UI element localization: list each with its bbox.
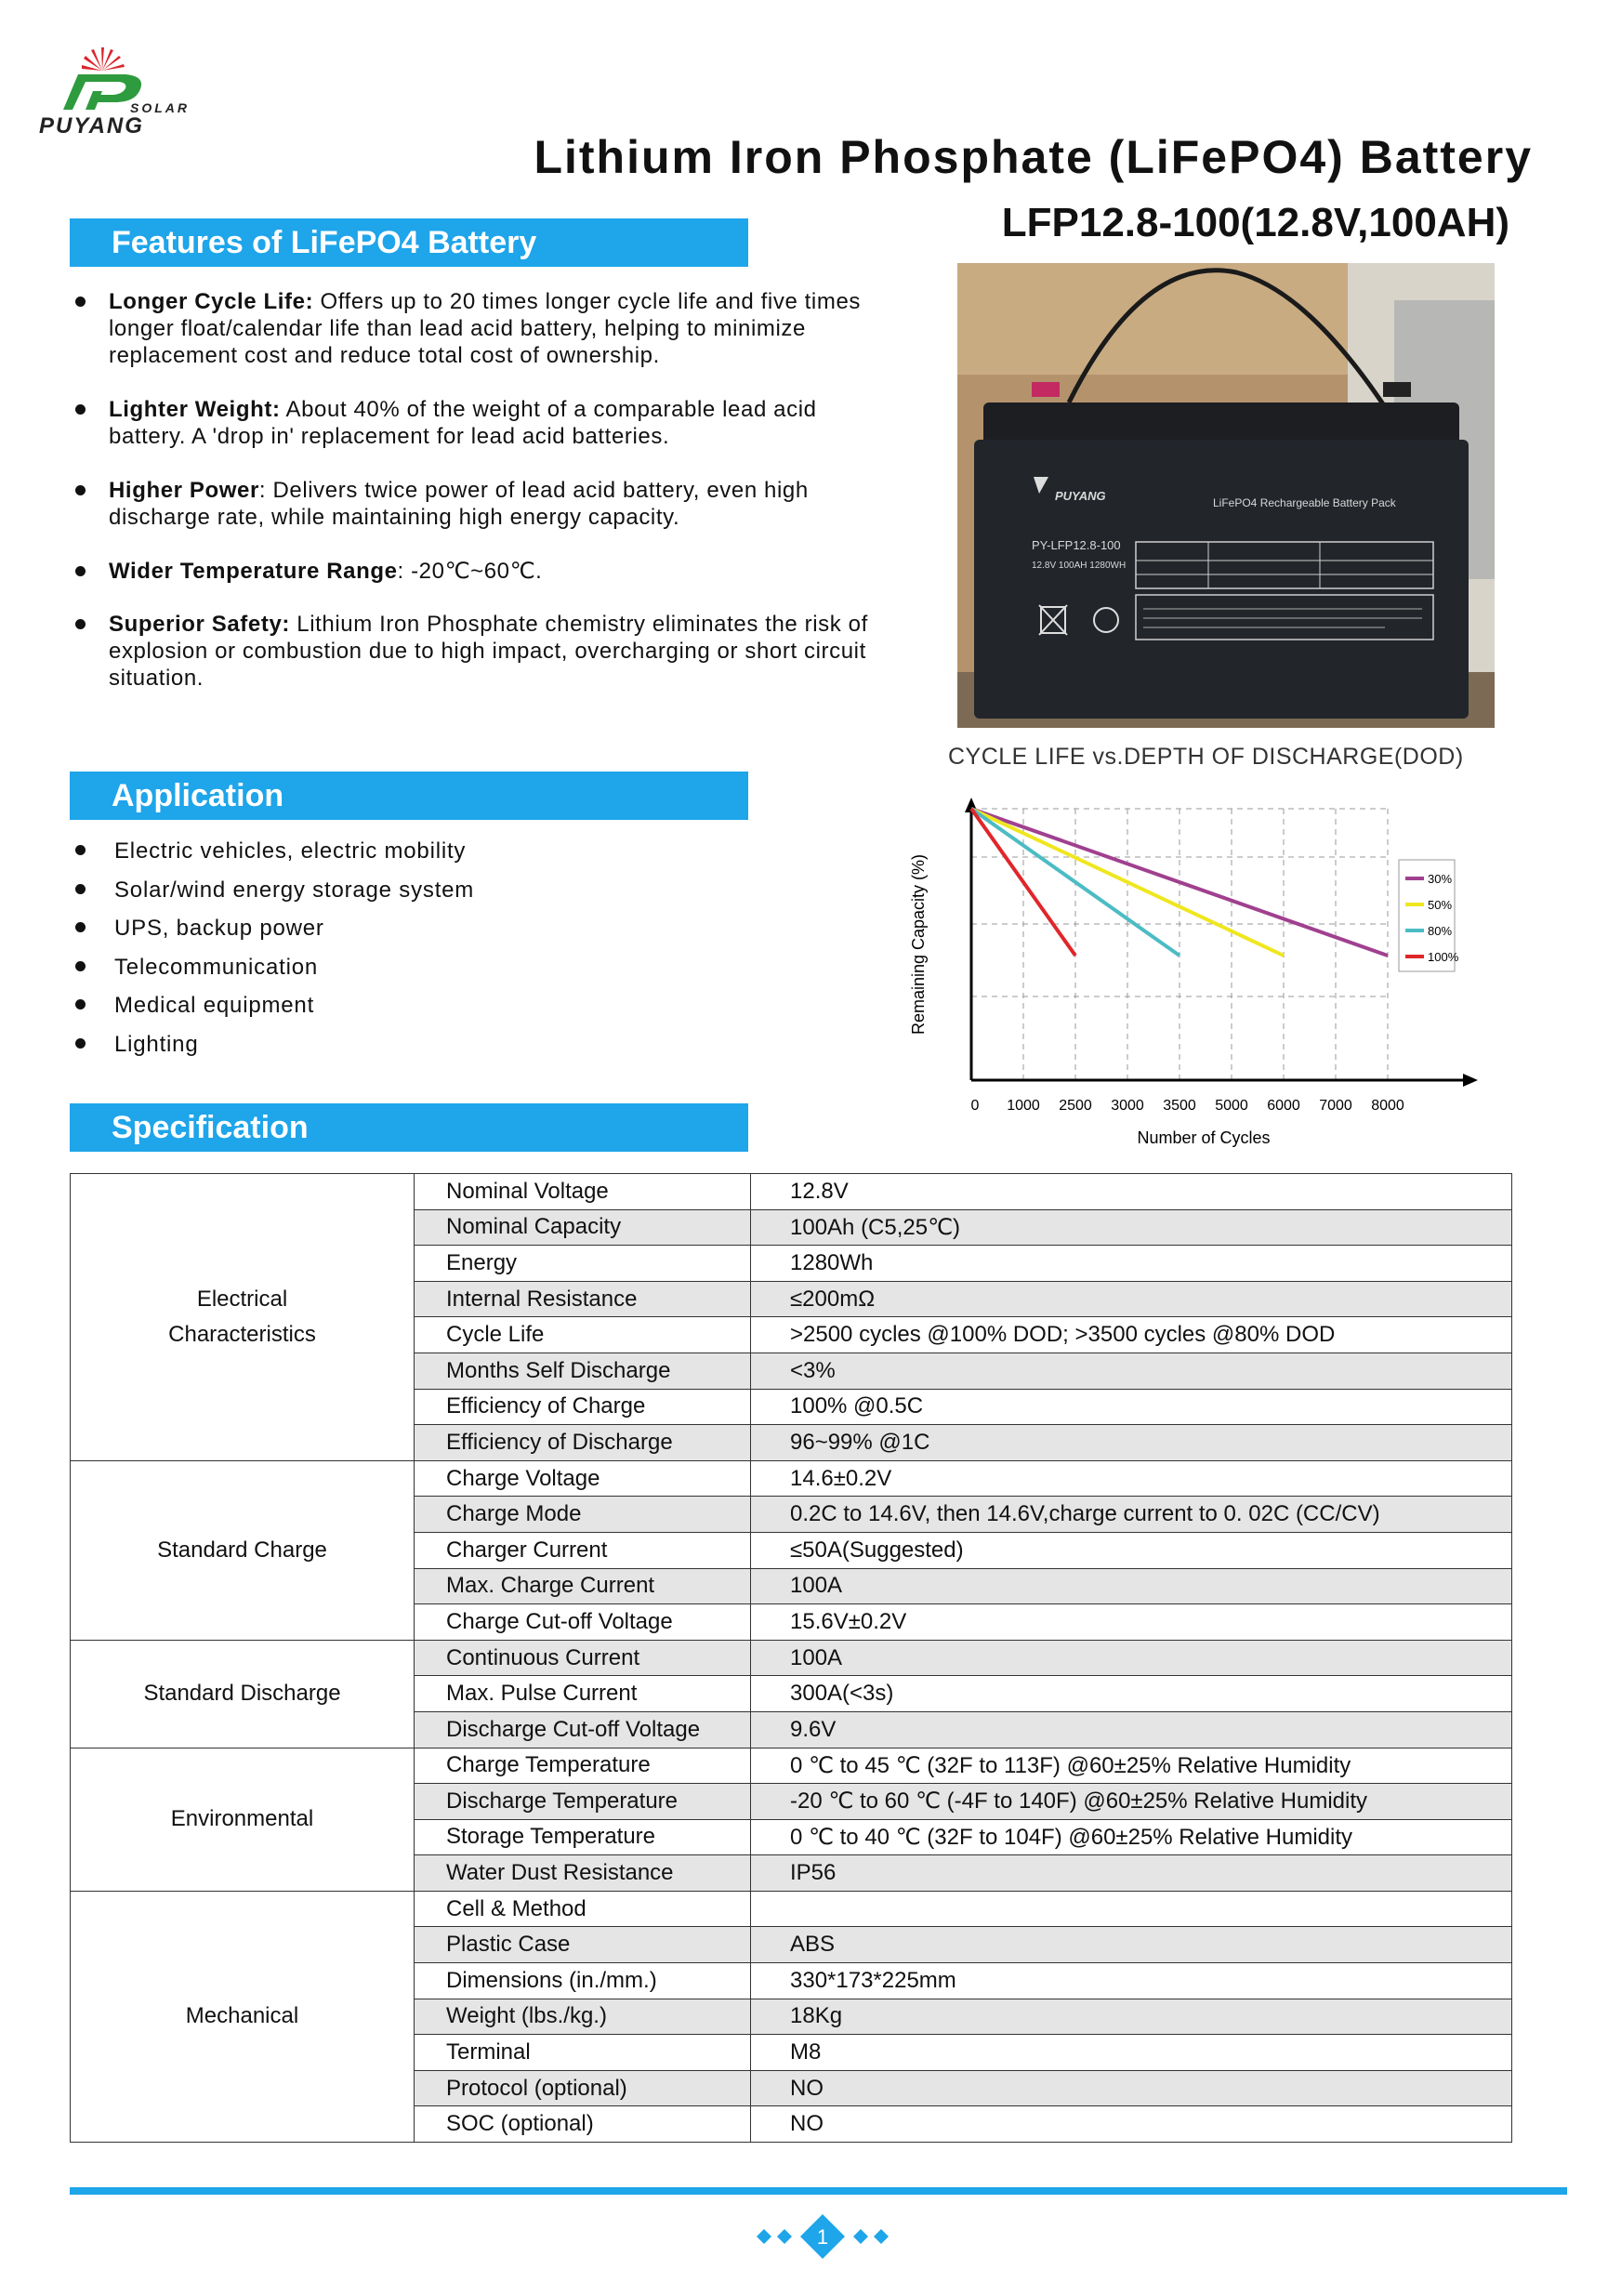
legend-label: 50% [1428, 898, 1453, 912]
feature-text: Lithium Iron Phosphate chemistry eliminates the risk of explosion or combustion due to high impact, overcharging or short circuit situation. [109, 612, 868, 691]
spec-parameter: Terminal [415, 2035, 751, 2071]
spec-parameter: Discharge Temperature [415, 1784, 751, 1820]
list-item: Electric vehicles, electric mobility [70, 838, 474, 877]
spec-parameter: Charge Voltage [415, 1460, 751, 1497]
list-item: Solar/wind energy storage system [70, 877, 474, 917]
spec-value: M8 [751, 2035, 1512, 2071]
spec-category-label: Electrical [196, 1286, 288, 1312]
spec-category-label: Characteristics [168, 1321, 316, 1347]
diamond-icon [874, 2229, 889, 2244]
feature-text: Offers up to 20 times longer cycle life and five times longer float/calendar life than lead acid battery, helping to minimize replacement cost and reduce total cost of ownership. [109, 289, 861, 368]
spec-parameter: Charge Cut-off Voltage [415, 1604, 751, 1641]
spec-value [751, 1891, 1512, 1927]
features-list [70, 288, 888, 717]
feature-title: Higher Power [109, 478, 259, 503]
spec-parameter: Weight (lbs./kg.) [415, 1999, 751, 2035]
feature-text: About 40% of the weight of a comparable lead acid battery. A 'drop in' replacement for lead acid batteries. [109, 397, 817, 449]
spec-value: <3% [751, 1353, 1512, 1389]
table-row [71, 1891, 1512, 1927]
list-item: UPS, backup power [70, 916, 474, 955]
bullet-icon [75, 619, 86, 629]
label-brand: PUYANG [1055, 489, 1106, 503]
spec-value: 18Kg [751, 1999, 1512, 2035]
spec-parameter: Charge Mode [415, 1497, 751, 1533]
spec-parameter: Efficiency of Discharge [415, 1425, 751, 1461]
x-tick-label: 6000 [1267, 1098, 1300, 1114]
footer-divider [70, 2187, 1567, 2195]
x-tick-label: 3500 [1163, 1098, 1196, 1114]
cycle-life-chart [892, 781, 1506, 1162]
spec-value: 0.2C to 14.6V, then 14.6V,charge current to 0. 02C (CC/CV) [751, 1497, 1512, 1533]
feature-title: Wider Temperature Range [109, 559, 398, 584]
table-row [71, 1748, 1512, 1784]
bullet-icon [75, 297, 86, 307]
spec-value: -20 ℃ to 60 ℃ (-4F to 140F) @60±25% Relative Humidity [751, 1784, 1512, 1820]
brand-name: PUYANG [39, 113, 144, 139]
bullet-icon [75, 922, 86, 932]
bullet-icon [75, 1038, 86, 1049]
legend-label: 100% [1428, 950, 1459, 964]
spec-value: NO [751, 2070, 1512, 2106]
spec-value: 330*173*225mm [751, 1963, 1512, 1999]
table-row [71, 1640, 1512, 1676]
spec-category [71, 1891, 415, 2142]
feature-item [70, 396, 888, 450]
spec-value: 100Ah (C5,25℃) [751, 1209, 1512, 1246]
spec-category-label: Environmental [170, 1806, 314, 1832]
spec-value: NO [751, 2106, 1512, 2143]
spec-table [70, 1173, 1512, 2143]
table-row [71, 1460, 1512, 1497]
spec-parameter: Charge Temperature [415, 1748, 751, 1784]
x-tick-label: 7000 [1319, 1098, 1352, 1114]
x-tick-label: 5000 [1215, 1098, 1248, 1114]
feature-text: : -20℃~60℃. [397, 559, 543, 584]
page-indicator [753, 2210, 892, 2263]
diamond-icon [757, 2229, 771, 2244]
bullet-icon [75, 999, 86, 1009]
spec-parameter: Energy [415, 1246, 751, 1282]
spec-parameter: Nominal Capacity [415, 1209, 751, 1246]
spec-parameter: SOC (optional) [415, 2106, 751, 2143]
x-tick-label: 8000 [1371, 1098, 1404, 1114]
x-tick-label: 3000 [1111, 1098, 1144, 1114]
spec-parameter: Max. Charge Current [415, 1568, 751, 1604]
spec-category-label: Standard Discharge [143, 1681, 341, 1707]
spec-value: 96~99% @1C [751, 1425, 1512, 1461]
x-axis-arrow-icon [1463, 1074, 1478, 1087]
legend-label: 80% [1428, 924, 1453, 938]
chart-title: CYCLE LIFE vs.DEPTH OF DISCHARGE(DOD) [948, 744, 1464, 770]
spec-parameter: Internal Resistance [415, 1281, 751, 1317]
spec-value: 14.6±0.2V [751, 1460, 1512, 1497]
spec-parameter: Charger Current [415, 1532, 751, 1568]
spec-parameter: Nominal Voltage [415, 1174, 751, 1210]
spec-category [71, 1460, 415, 1640]
legend-label: 30% [1428, 872, 1453, 886]
spec-value: 15.6V±0.2V [751, 1604, 1512, 1641]
spec-category-label: Mechanical [185, 2003, 299, 2029]
spec-value: IP56 [751, 1855, 1512, 1892]
y-axis-label: Remaining Capacity (%) [909, 853, 928, 1036]
spec-parameter: Cell & Method [415, 1891, 751, 1927]
spec-parameter: Protocol (optional) [415, 2070, 751, 2106]
spec-parameter: Storage Temperature [415, 1819, 751, 1855]
spec-parameter: Max. Pulse Current [415, 1676, 751, 1712]
feature-item [70, 611, 888, 692]
spec-value: 9.6V [751, 1711, 1512, 1748]
spec-value: 0 ℃ to 45 ℃ (32F to 113F) @60±25% Relative Humidity [751, 1748, 1512, 1784]
x-tick-label: 2500 [1059, 1098, 1092, 1114]
specification-header: Specification [70, 1103, 748, 1152]
diamond-icon [853, 2229, 868, 2244]
list-item: Medical equipment [70, 993, 474, 1032]
bullet-icon [75, 566, 86, 576]
label-pack: LiFePO4 Rechargeable Battery Pack [1213, 496, 1396, 509]
page-title: Lithium Iron Phosphate (LiFePO4) Battery [534, 131, 1533, 183]
spec-parameter: Plastic Case [415, 1927, 751, 1963]
list-item: Lighting [70, 1032, 474, 1071]
bullet-icon [75, 961, 86, 971]
spec-value: 100A [751, 1640, 1512, 1676]
spec-parameter: Continuous Current [415, 1640, 751, 1676]
bullet-icon [75, 404, 86, 415]
spec-value: ≤200mΩ [751, 1281, 1512, 1317]
spec-value: 1280Wh [751, 1246, 1512, 1282]
application-header: Application [70, 772, 748, 820]
spec-parameter: Discharge Cut-off Voltage [415, 1711, 751, 1748]
page-number: 1 [816, 2225, 829, 2249]
spec-parameter: Dimensions (in./mm.) [415, 1963, 751, 1999]
bullet-icon [75, 845, 86, 855]
spec-category-label: Standard Charge [157, 1537, 327, 1563]
model-title: LFP12.8-100(12.8V,100AH) [1001, 200, 1509, 245]
list-item: Telecommunication [70, 955, 474, 994]
x-tick-label: 1000 [1007, 1098, 1040, 1114]
feature-title: Longer Cycle Life: [109, 289, 314, 314]
brand-solar-text: SOLAR [130, 100, 190, 115]
table-row [71, 1174, 1512, 1210]
spec-value: 0 ℃ to 40 ℃ (32F to 104F) @60±25% Relative Humidity [751, 1819, 1512, 1855]
spec-value: 300A(<3s) [751, 1676, 1512, 1712]
label-rating: 12.8V 100AH 1280WH [1032, 561, 1127, 571]
spec-value: ABS [751, 1927, 1512, 1963]
feature-title: Lighter Weight: [109, 397, 281, 422]
diamond-icon [777, 2229, 792, 2244]
spec-parameter: Water Dust Resistance [415, 1855, 751, 1892]
spec-value: 12.8V [751, 1174, 1512, 1210]
x-tick-label: 0 [970, 1098, 980, 1114]
feature-item [70, 477, 888, 531]
spec-value: >2500 cycles @100% DOD; >3500 cycles @80% DOD [751, 1317, 1512, 1353]
spec-value: ≤50A(Suggested) [751, 1532, 1512, 1568]
spec-category [71, 1174, 415, 1461]
spec-category [71, 1748, 415, 1891]
feature-title: Superior Safety: [109, 612, 290, 637]
application-list [70, 838, 474, 1070]
spec-parameter: Months Self Discharge [415, 1353, 751, 1389]
battery-photo [957, 263, 1495, 728]
features-header: Features of LiFePO4 Battery [70, 218, 748, 267]
spec-value: 100% @0.5C [751, 1389, 1512, 1425]
feature-item [70, 558, 888, 585]
label-model: PY-LFP12.8-100 [1032, 538, 1121, 552]
bullet-icon [75, 485, 86, 495]
bullet-icon [75, 884, 86, 894]
feature-text: : Delivers twice power of lead acid battery, even high discharge rate, while maintaining high energy capacity. [109, 478, 809, 530]
spec-value: 100A [751, 1568, 1512, 1604]
spec-parameter: Cycle Life [415, 1317, 751, 1353]
spec-parameter: Efficiency of Charge [415, 1389, 751, 1425]
x-axis-label: Number of Cycles [1137, 1128, 1271, 1147]
feature-item [70, 288, 888, 369]
spec-category [71, 1640, 415, 1748]
